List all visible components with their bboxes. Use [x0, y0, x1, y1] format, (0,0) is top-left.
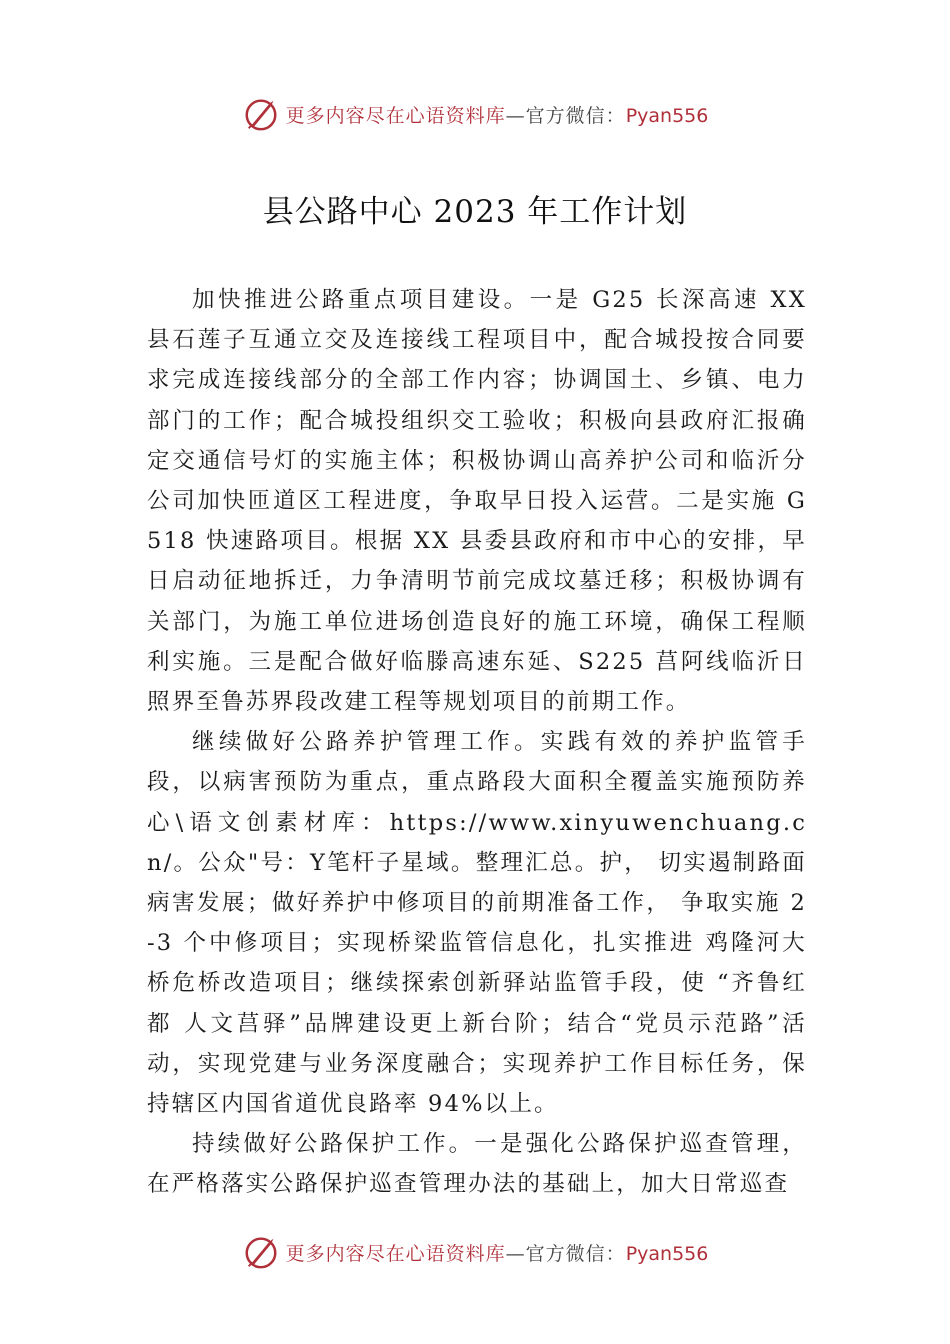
banner-separator: — [505, 1242, 526, 1265]
paragraph-road-protection: 持续做好公路保护工作。一是强化公路保护巡查管理，在严格落实公路保护巡查管理办法的基础上，加大日常巡查 [147, 1131, 807, 1198]
banner-text [286, 101, 709, 128]
banner-official-label: 官方微信： [525, 1242, 626, 1265]
quill-pen-logo-icon [242, 1233, 280, 1271]
footer-banner [0, 1232, 950, 1272]
quill-pen-logo-icon [242, 95, 280, 133]
banner-brand: 更多内容尽在心语资料库 [285, 104, 506, 127]
document-body [147, 280, 807, 1205]
banner-wechat-id: Pyan556 [625, 104, 709, 127]
banner-separator: — [505, 104, 526, 127]
paragraph-project-construction: 加快推进公路重点项目建设。一是 G25 长深高速 XX 县石莲子互通立交及连接线工程项目中，配合城投按合同要求完成连接线部分的全部工作内容；协调国土、乡镇、电力部门的工作；配合城投组织交工验收；积极向县政府汇报确定交通信号灯的实施主体；积极协调山高养护公司和临沂分公司加快匝道区工程进度，争取早日投入运营。二是实施 G518 快速路项目。根据 XX 县委县政府和市中心的安排，早日启动征地拆迁，力争清明节前完成坟墓迁移；积极协调有关部门，为施工单位进场创造良好的施工环境，确保工程顺利实施。三是配合做好临滕高速东延、S225 莒阿线临沂日照界至鲁苏界段改建工程等规划项目的前期工作。 [147, 287, 807, 716]
banner-brand: 更多内容尽在心语资料库 [285, 1242, 506, 1265]
paragraph-road-maintenance: 继续做好公路养护管理工作。实践有效的养护监管手段，以病害预防为重点，重点路段大面积全覆盖实施预防养心\语文创素材库：https://www.xinyuwenchuang.cn/。公众"号：Y笔杆子星域。整理汇总。护， 切实遏制路面病害发展；做好养护中修项目的前期准备工作， 争取实施 2-3 个中修项目；实现桥梁监管信息化，扎实推进 鸡隆河大桥危桥改造项目；继续探索创新驿站监管手段，使 “齐鲁红都 人文莒驿”品牌建设更上新台阶；结合“党员示范路”活动，实现党建与业务深度融合；实现养护工作目标任务，保持辖区内国省道优良路率 94%以上。 [147, 729, 807, 1118]
banner-text [286, 1239, 709, 1266]
banner-official-label: 官方微信： [525, 104, 626, 127]
banner-wechat-id: Pyan556 [625, 1242, 709, 1265]
header-banner [0, 94, 950, 134]
document-title: 县公路中心 2023 年工作计划 [262, 194, 688, 230]
